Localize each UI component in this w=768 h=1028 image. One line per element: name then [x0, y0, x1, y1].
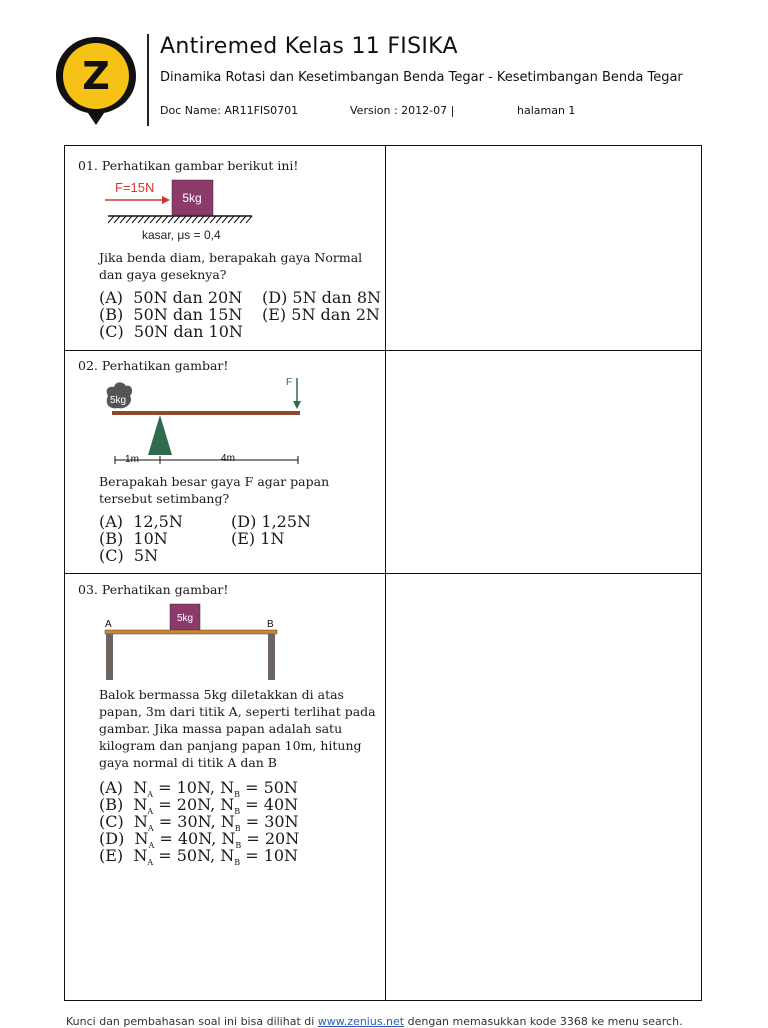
- point-a-label: A: [105, 619, 112, 630]
- question-number: 01.: [78, 158, 98, 173]
- question-prompt: Perhatikan gambar berikut ini!: [101, 158, 299, 173]
- q3-option-e[interactable]: (E) $N_A = 50N$, $N_B = 10N$: [99, 846, 299, 868]
- page-title: Antiremed Kelas 11 FISIKA: [160, 34, 458, 59]
- question-3-figure: [100, 602, 285, 682]
- surface-label: kasar, μs = 0,4: [142, 228, 221, 242]
- q1-option-b[interactable]: (B) 50N dan 15N: [99, 305, 243, 324]
- question-number: 03.: [78, 582, 98, 597]
- footer-note: [66, 1015, 683, 1028]
- left-distance-label: 1m: [125, 454, 139, 465]
- q1-option-e[interactable]: (E) 5N dan 2N: [262, 305, 380, 324]
- lever-beam: [112, 411, 300, 415]
- question-3-header: [78, 581, 378, 598]
- stone-mass-label: 5kg: [109, 395, 127, 406]
- q1-option-a[interactable]: (A) 50N dan 20N: [99, 288, 243, 307]
- table-row-divider: [65, 350, 701, 351]
- ground-hatching: [108, 216, 252, 223]
- question-1-text: Jika benda diam, berapakah gaya Normal dan gaya geseknya?: [99, 250, 363, 282]
- q3-option-d[interactable]: (D) $N_A = 40N$, $N_B = 20N$: [99, 829, 300, 851]
- support-a: [106, 634, 113, 680]
- question-1-header: [78, 157, 378, 174]
- q3-option-a[interactable]: (A) $N_A = 10N$, $N_B = 50N$: [99, 778, 298, 800]
- table-row-divider: [65, 573, 701, 574]
- question-number: 02.: [78, 358, 98, 373]
- question-2-text: Berapakah besar gaya F agar papan tersebut setimbang?: [99, 474, 330, 506]
- q2-option-a[interactable]: (A) 12,5N: [99, 512, 183, 531]
- applied-force-label: F: [286, 377, 293, 388]
- mass-label: 5kg: [176, 613, 194, 624]
- q1-option-c[interactable]: (C) 50N dan 10N: [99, 322, 243, 341]
- q1-option-d[interactable]: (D) 5N dan 8N: [262, 288, 382, 307]
- footer-link[interactable]: www.zenius.net: [317, 1015, 405, 1028]
- header-divider: [147, 34, 149, 126]
- right-distance-label: 4m: [221, 453, 235, 464]
- page-number: halaman 1: [517, 104, 576, 117]
- question-prompt: Perhatikan gambar!: [101, 358, 229, 373]
- q3-option-b[interactable]: (B) $N_A = 20N$, $N_B = 40N$: [99, 795, 299, 817]
- applied-force-arrow-head: [293, 401, 301, 409]
- q2-option-c[interactable]: (C) 5N: [99, 546, 159, 565]
- question-2-header: [78, 357, 378, 374]
- point-b-label: B: [267, 619, 274, 630]
- force-label: F=15N: [115, 180, 155, 195]
- page-subtitle: Dinamika Rotasi dan Kesetimbangan Benda Tegar - Kesetimbangan Benda Tegar: [160, 70, 683, 85]
- q3-option-c[interactable]: (C) $N_A = 30N$, $N_B = 30N$: [99, 812, 299, 834]
- doc-version: Version : 2012-07 |: [350, 104, 455, 117]
- q2-option-b[interactable]: (B) 10N: [99, 529, 168, 548]
- footer-text-after: dengan memasukkan kode 3368 ke menu search.: [407, 1015, 683, 1028]
- q2-option-e[interactable]: (E) 1N: [231, 529, 285, 548]
- question-2-figure: [100, 374, 310, 470]
- board: [105, 630, 277, 634]
- question-1-figure: [100, 176, 270, 246]
- question-prompt: Perhatikan gambar!: [101, 582, 229, 597]
- force-arrow-head: [162, 196, 170, 204]
- question-3-text: Balok bermassa 5kg diletakkan di atas papan, 3m dari titik A, seperti terlihat pada gambar. Jika massa papan adalah satu kilogram dan panjang papan 10m, hitung gaya normal di titik A dan B: [99, 687, 376, 770]
- doc-name: Doc Name: AR11FIS0701: [160, 104, 299, 117]
- zenius-logo: [52, 33, 140, 127]
- footer-text: Kunci dan pembahasan soal ini bisa dilihat di: [66, 1015, 315, 1028]
- q2-option-d[interactable]: (D) 1,25N: [231, 512, 312, 531]
- logo-letter: Z: [82, 54, 110, 98]
- mass-label: 5kg: [182, 191, 202, 205]
- fulcrum: [148, 415, 172, 455]
- support-b: [268, 634, 275, 680]
